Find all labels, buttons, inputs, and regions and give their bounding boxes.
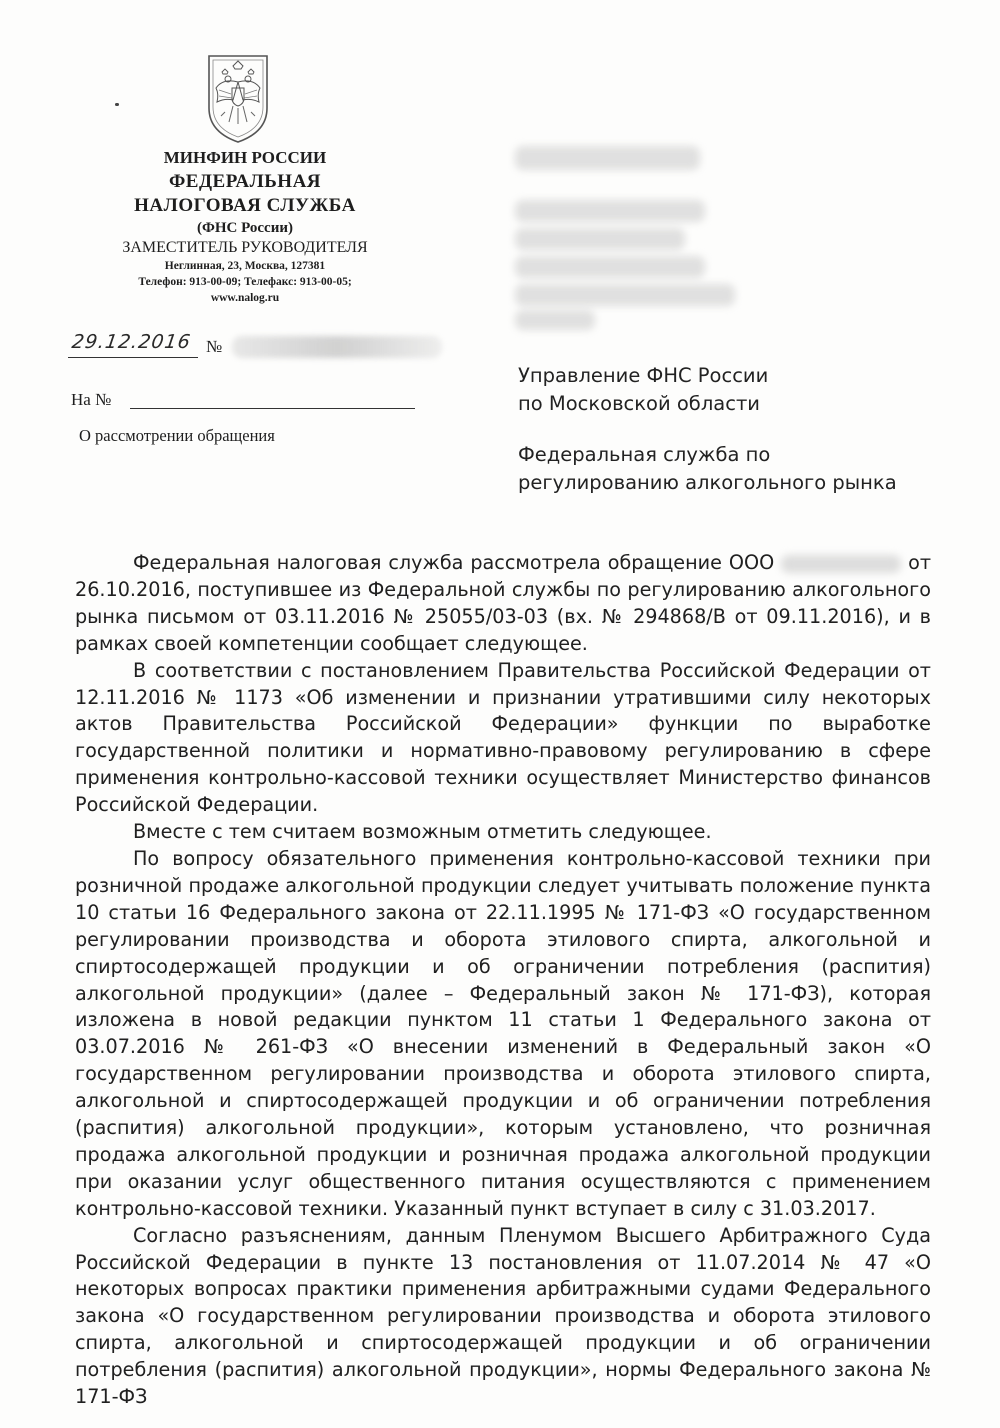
letter-number-label: № xyxy=(206,337,223,356)
paragraph-1-start: Федеральная налоговая служба рассмотрела обращение ООО xyxy=(133,551,775,574)
letter-body xyxy=(75,550,931,1411)
recipient-line-2: по Московской области xyxy=(518,392,760,415)
paragraph-2: В соответствии с постановлением Правительства Российской Федерации от 12.11.2016 № 1173 «Об изменении и признании утратившими силу некоторых актов Правительства Российской Федерации» функции по выработке государственной политики и нормативно-правовому регулированию в сфере применения контрольно-кассовой техники осуществляет Министерство финансов Российской Федерации. xyxy=(75,658,931,817)
sender-address: Неглинная, 23, Москва, 127381 xyxy=(164,260,326,272)
paragraph-1 xyxy=(75,550,931,658)
paragraph-5: Согласно разъяснениям, данным Пленумом Высшего Арбитражного Суда Российской Федерации в пункте 13 постановления от 11.07.2014 № 47 «О некоторых вопросах практики применения арбитражными судами Федерального закона «О государственном регулировании производства и оборота этилового спирта, алкогольной и спиртосодержащей продукции и об ограничении потребления (распития) алкогольной продукции», нормы Федерального закона № 171-ФЗ xyxy=(75,1223,931,1409)
redacted-addressee-district xyxy=(515,256,705,278)
paragraph-1-rest: от 26.10.2016, поступившее из Федеральной службы по регулированию алкогольного рынка письмом от 03.11.2016 № 25055/03-03 (вх. № 294868/В от 09.11.2016), и в рамках своей компетенции сообщает следующее. xyxy=(75,551,931,655)
sender-block xyxy=(95,146,395,306)
redacted-company-name xyxy=(781,555,901,573)
scan-speck xyxy=(115,103,119,106)
org-abbreviation: (ФНС России) xyxy=(196,220,293,236)
letter-date: 29.12.2016 xyxy=(70,331,193,353)
recipient-line-4: регулированию алкогольного рынка xyxy=(518,471,897,494)
org-name-line2: НАЛОГОВАЯ СЛУЖБА xyxy=(134,195,356,216)
redacted-addressee-region xyxy=(515,284,735,306)
redacted-addressee-zip xyxy=(515,310,595,330)
org-name-line1: ФЕДЕРАЛЬНАЯ xyxy=(168,171,322,192)
sender-website: www.nalog.ru xyxy=(210,292,280,304)
recipient-line-1: Управление ФНС России xyxy=(518,364,769,387)
reference-number-label: На № xyxy=(71,390,112,409)
redacted-addressee-city xyxy=(515,228,685,250)
ministry-name: МИНФИН РОССИИ xyxy=(163,148,327,167)
redacted-addressee-street xyxy=(515,200,705,222)
recipient-line-3: Федеральная служба по xyxy=(518,443,771,466)
sender-phones: Телефон: 913-00-09; Телефакс: 913-00-05; xyxy=(138,276,352,288)
redacted-addressee-name xyxy=(515,146,700,170)
sender-position: ЗАМЕСТИТЕЛЬ РУКОВОДИТЕЛЯ xyxy=(122,239,368,256)
coat-of-arms-icon xyxy=(203,52,273,144)
letter-subject: О рассмотрении обращения xyxy=(79,426,275,445)
redacted-letter-number xyxy=(232,336,442,358)
reference-number-line xyxy=(130,408,415,409)
paragraph-4: По вопросу обязательного применения контрольно-кассовой техники при розничной продаже алкогольной продукции следует учитывать положение пункта 10 статьи 16 Федерального закона от 22.11.1995 № 171-ФЗ «О государственном регулировании производства и оборота этилового спирта, алкогольной и спиртосодержащей продукции и об ограничении потребления (распития) алкогольной продукции» (далее – Федеральный закон № 171-ФЗ), которая изложена в новой редакции пунктом 11 статьи 1 Федерального закона от 03.07.2016 № 261-ФЗ «О внесении изменений в Федеральный закон «О государственном регулировании производства и оборота этилового спирта, алкогольной и спиртосодержащей продукции и об ограничении потребления (распития) алкогольной продукции», которым установлено, что розничная продажа алкогольной продукции и розничная продажа алкогольной продукции при оказании услуг общественного питания осуществляются с применением контрольно-кассовой техники. Указанный пункт вступает в силу с 31.03.2017. xyxy=(75,846,931,1220)
paragraph-3: Вместе с тем считаем возможным отметить следующее. xyxy=(133,820,712,844)
